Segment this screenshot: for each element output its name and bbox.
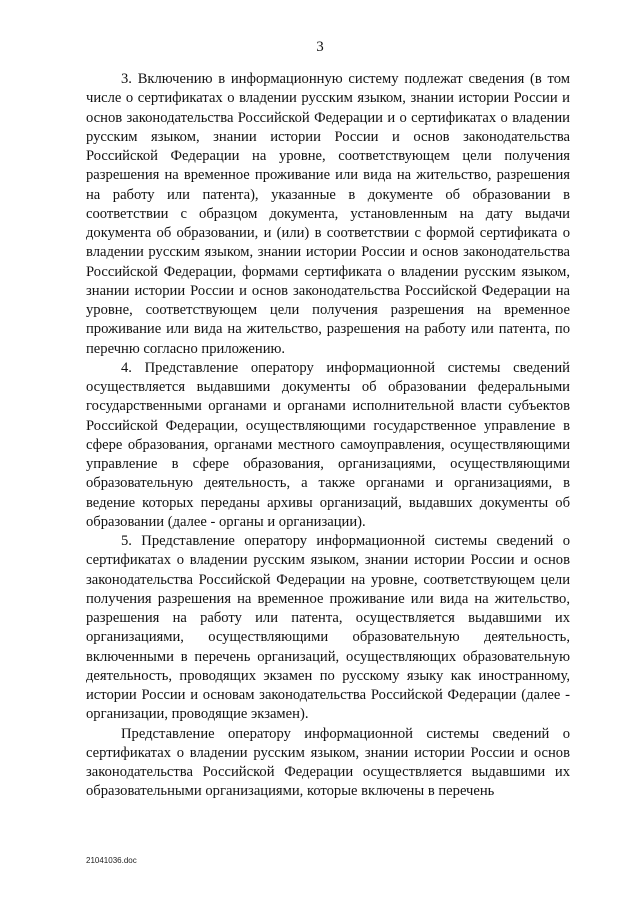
- paragraph-5-continued: Представление оператору информационной системы сведений о сертификатах о владении русским языком, знании истории России и основ законодательства Российской Федерации осуществляется выдавшими их образовательными организациями, которые включены в перечень: [86, 725, 570, 800]
- document-body: [86, 70, 570, 802]
- paragraph-3: 3. Включению в информационную систему подлежат сведения (в том числе о сертификатах о владении русским языком, знании истории России и основ законодательства Российской Федерации и о сертификатах о владении русским языком, знании истории России и основ законодательства Российской Федерации на уровне, соответствующем цели получения разрешения на временное проживание или вида на жительство, разрешения на работу или патента), указанные в документе об образовании в соответствии с образцом документа, установленным на дату выдачи документа об образовании, и (или) в соответствии с формой сертификата о владении русским языком, знании истории России и основ законодательства Российской Федерации, формами сертификата о владении русским языком, знании истории России и основ законодательства Российской Федерации на уровне, соответствующем цели получения разрешения на временное проживание или вида на жительство, разрешения на работу или патента, по перечню согласно приложению.: [86, 71, 570, 357]
- page-number: 3: [316, 39, 324, 55]
- paragraph-4: 4. Представление оператору информационной системы сведений осуществляется выдавшими документы об образовании федеральными государственными органами и органами исполнительной власти субъектов Российской Федерации, осуществляющими государственное управление в сфере образования, органами местного самоуправления, осуществляющими управление в сфере образования, организациями, осуществляющими образовательную деятельность, а также органами и организациями, в ведение которых переданы архивы организаций, выдавших документы об образовании (далее - органы и организации).: [86, 359, 570, 530]
- footer-filename: 21041036.doc: [86, 856, 137, 865]
- paragraph-5: 5. Представление оператору информационной системы сведений о сертификатах о владении русским языком, знании истории России и основ законодательства Российской Федерации на уровне, соответствующем цели получения разрешения на временное проживание или вида на жительство, разрешения на работу или патента, осуществляется выдавшими их организациями, осуществляющими образовательную деятельность, включенными в перечень организаций, осуществляющих образовательную деятельность, проводящих экзамен по русскому языку как иностранному, истории России и основам законодательства Российской Федерации (далее - организации, проводящие экзамен).: [86, 533, 570, 723]
